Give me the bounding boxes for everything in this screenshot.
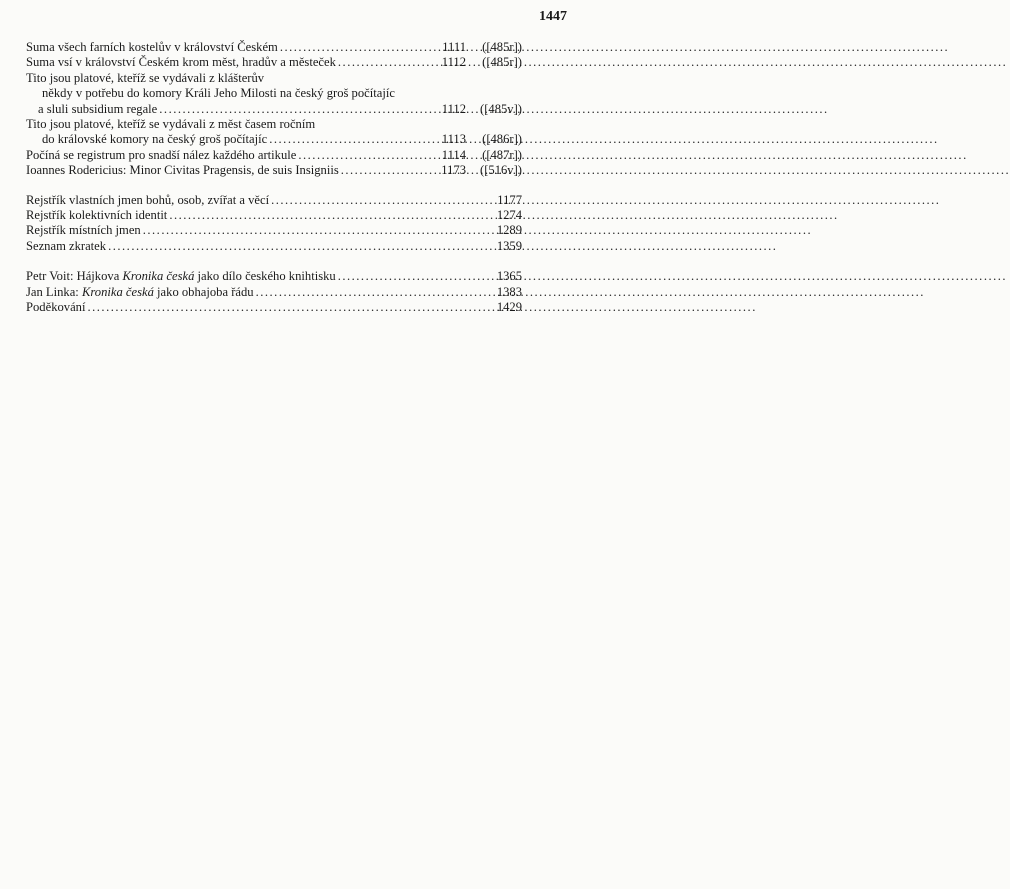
entry-title-line: a sluli subsidium regale — [38, 101, 158, 116]
entry-page: 1114 — [441, 147, 466, 162]
entry-page: 1177 — [497, 192, 522, 207]
entry-page: 1359 — [496, 238, 522, 253]
dot-leader — [336, 55, 442, 70]
dot-leader — [269, 193, 497, 208]
toc-entry — [26, 40, 522, 55]
entry-page: 1112 — [441, 101, 466, 116]
toc-entry — [26, 208, 522, 223]
toc-entry — [26, 117, 522, 148]
entry-title: Seznam zkratek — [26, 238, 107, 253]
entry-title: Počíná se registrum pro snadší nález každého artikule — [26, 147, 297, 162]
dot-leader — [167, 208, 497, 223]
toc-entry — [26, 269, 522, 284]
toc-entry — [26, 300, 522, 315]
entry-folio-ref: ([487r]) — [482, 147, 522, 162]
entry-page: 1365 — [496, 269, 522, 284]
entry-title: Rejstřík kolektivních identit — [26, 208, 168, 223]
entry-title: Poděkování — [26, 300, 86, 315]
entry-title: Rejstřík vlastních jmen bohů, osob, zvířat a věcí — [26, 192, 270, 207]
entry-page: 1111 — [442, 40, 466, 54]
toc-entry — [26, 71, 522, 117]
toc-entry — [26, 55, 522, 70]
dot-leader — [106, 239, 497, 254]
entry-title-line: Tito jsou platové, kteříž se vydávali z klášterův — [26, 70, 265, 85]
entry-title-line: do královské komory na český groš počítajíc — [42, 132, 268, 147]
dot-leader — [339, 163, 442, 178]
dot-leader — [336, 269, 497, 284]
entry-folio-ref: ([485r]) — [482, 55, 522, 70]
dot-leader — [296, 148, 441, 163]
dot-leader — [254, 285, 497, 300]
dot-leader — [278, 40, 442, 55]
entry-page: 1429 — [496, 300, 522, 315]
toc-entry — [26, 193, 522, 208]
entry-page: 1112 — [441, 55, 466, 70]
table-of-contents — [26, 40, 522, 316]
entry-title: Suma vsí v království Českém krom měst, hradův a městeček — [26, 55, 336, 70]
entry-title: Suma všech farních kostelův v království Českém — [26, 40, 278, 54]
entry-title: Rejstřík místních jmen — [26, 223, 141, 238]
page-number: 1447 — [539, 9, 567, 24]
entry-page: 1289 — [496, 223, 522, 238]
toc-entry — [26, 163, 522, 178]
dot-leader — [85, 300, 496, 315]
entry-folio-ref: ([485r]) — [482, 40, 522, 54]
entry-folio-ref: ([485v]) — [480, 101, 522, 116]
entry-page: 1383 — [496, 284, 522, 299]
entry-folio-ref: ([516v]) — [480, 163, 522, 178]
dot-leader — [157, 102, 441, 117]
toc-entry — [26, 148, 522, 163]
entry-title: Jan Linka: Kronika česká jako obhajoba řádu — [26, 284, 254, 299]
entry-page: 1113 — [441, 132, 466, 147]
toc-entry — [26, 223, 522, 238]
toc-entry — [26, 239, 522, 254]
entry-page: 1173 — [441, 163, 466, 178]
entry-title: Ioannes Rodericius: Minor Civitas Pragensis, de suis Insigniis — [26, 163, 339, 178]
entry-folio-ref: ([486r]) — [482, 132, 522, 147]
entry-title-line: někdy v potřebu do komory Králi Jeho Milosti na český groš počítajíc — [42, 86, 395, 101]
dot-leader — [141, 223, 497, 238]
dot-leader — [267, 132, 442, 147]
entry-page: 1274 — [496, 208, 522, 223]
toc-entry — [26, 285, 522, 300]
entry-title: Petr Voit: Hájkova Kronika česká jako dílo českého knihtisku — [26, 269, 336, 284]
entry-title-line: Tito jsou platové, kteříž se vydávali z měst časem ročním — [26, 117, 316, 132]
